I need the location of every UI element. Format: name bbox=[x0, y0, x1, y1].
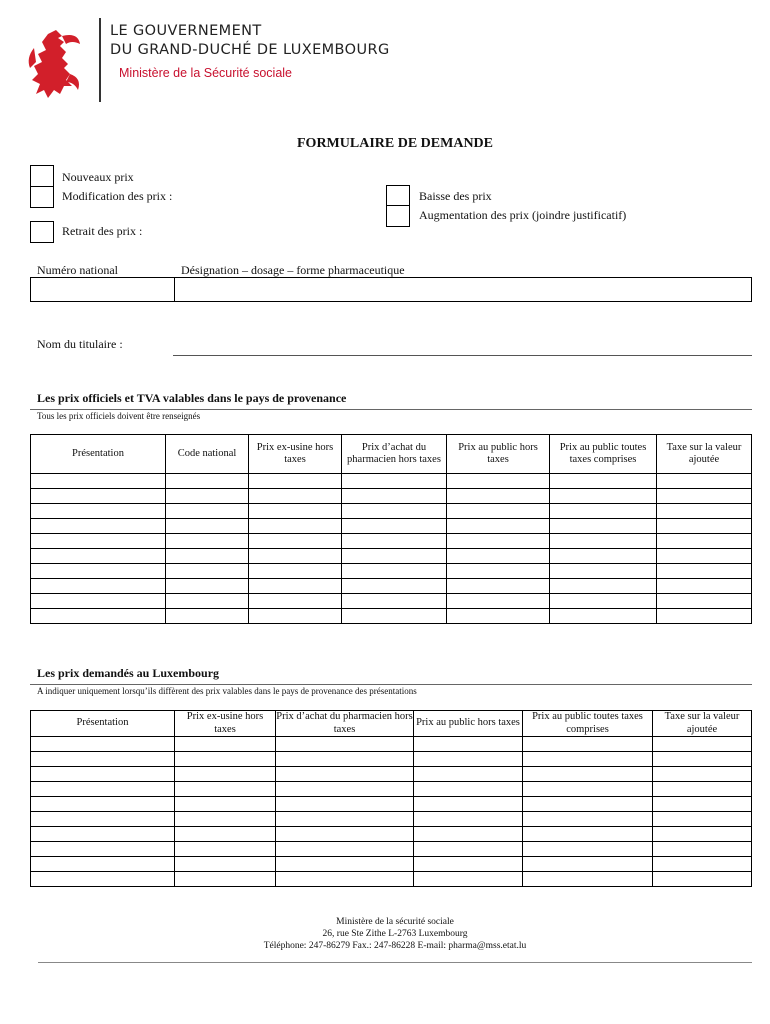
table-cell-input[interactable] bbox=[342, 504, 447, 519]
table-cell-input[interactable] bbox=[276, 857, 414, 872]
table-cell-input[interactable] bbox=[175, 842, 276, 857]
table-cell-input[interactable] bbox=[31, 519, 166, 534]
table-row bbox=[31, 549, 752, 564]
numero-national-field[interactable] bbox=[31, 278, 175, 302]
table-cell-input[interactable] bbox=[31, 767, 175, 782]
label-nouveaux-prix: Nouveaux prix bbox=[62, 170, 134, 184]
table-cell-input[interactable] bbox=[414, 857, 523, 872]
table-cell-input[interactable] bbox=[31, 564, 166, 579]
table-cell-input[interactable] bbox=[447, 504, 550, 519]
table-cell-input[interactable] bbox=[276, 767, 414, 782]
table-cell-input[interactable] bbox=[175, 752, 276, 767]
table-cell-input[interactable] bbox=[414, 782, 523, 797]
table-cell-input[interactable] bbox=[166, 474, 249, 489]
table-cell-input[interactable] bbox=[657, 474, 752, 489]
table-cell-input[interactable] bbox=[342, 489, 447, 504]
table-cell-input[interactable] bbox=[249, 489, 342, 504]
table-cell-input[interactable] bbox=[342, 609, 447, 624]
table-cell-input[interactable] bbox=[166, 489, 249, 504]
table-cell-input[interactable] bbox=[523, 872, 653, 887]
col-header: Prix au public hors taxes bbox=[447, 435, 550, 474]
table-cell-input[interactable] bbox=[523, 842, 653, 857]
table-cell-input[interactable] bbox=[523, 782, 653, 797]
table-cell-input[interactable] bbox=[31, 549, 166, 564]
table-cell-input[interactable] bbox=[447, 579, 550, 594]
table-cell-input[interactable] bbox=[166, 609, 249, 624]
table-cell-input[interactable] bbox=[657, 519, 752, 534]
col-header: Taxe sur la valeur ajoutée bbox=[657, 435, 752, 474]
table-cell-input[interactable] bbox=[657, 549, 752, 564]
footer bbox=[0, 916, 770, 952]
table-cell-input[interactable] bbox=[276, 797, 414, 812]
table-cell-input[interactable] bbox=[31, 737, 175, 752]
table-cell-input[interactable] bbox=[31, 474, 166, 489]
table-cell-input[interactable] bbox=[249, 594, 342, 609]
table-cell-input[interactable] bbox=[249, 579, 342, 594]
table-cell-input[interactable] bbox=[31, 857, 175, 872]
government-name bbox=[110, 22, 390, 60]
table-cell-input[interactable] bbox=[166, 594, 249, 609]
table-cell-input[interactable] bbox=[342, 474, 447, 489]
logo-divider bbox=[99, 18, 101, 102]
label-designation: Désignation – dosage – forme pharmaceutique bbox=[181, 263, 405, 277]
table-cell-input[interactable] bbox=[276, 737, 414, 752]
table-cell-input[interactable] bbox=[414, 872, 523, 887]
checkbox-baisse-prix[interactable] bbox=[386, 185, 410, 207]
table-cell-input[interactable] bbox=[523, 797, 653, 812]
table-cell-input[interactable] bbox=[550, 594, 657, 609]
section1-rows bbox=[31, 474, 752, 624]
checkbox-modification-prix[interactable] bbox=[30, 186, 54, 208]
table-cell-input[interactable] bbox=[653, 782, 752, 797]
checkbox-nouveaux-prix[interactable] bbox=[30, 165, 54, 187]
table-cell-input[interactable] bbox=[31, 594, 166, 609]
table-cell-input[interactable] bbox=[31, 579, 166, 594]
table-row bbox=[31, 812, 752, 827]
table-cell-input[interactable] bbox=[657, 504, 752, 519]
table-cell-input[interactable] bbox=[276, 752, 414, 767]
table-cell-input[interactable] bbox=[342, 519, 447, 534]
section2-rows bbox=[31, 737, 752, 887]
table-cell-input[interactable] bbox=[175, 812, 276, 827]
table-cell-input[interactable] bbox=[175, 827, 276, 842]
table-cell-input[interactable] bbox=[276, 812, 414, 827]
section2-note: A indiquer uniquement lorsqu’ils diffèrent des prix valables dans le pays de provenance des présentations bbox=[37, 686, 417, 696]
label-nom-titulaire: Nom du titulaire : bbox=[37, 337, 123, 351]
table-cell-input[interactable] bbox=[249, 504, 342, 519]
table-cell-input[interactable] bbox=[342, 549, 447, 564]
table-cell-input[interactable] bbox=[657, 594, 752, 609]
table-cell-input[interactable] bbox=[657, 579, 752, 594]
table-cell-input[interactable] bbox=[249, 474, 342, 489]
table-cell-input[interactable] bbox=[523, 827, 653, 842]
table-cell-input[interactable] bbox=[550, 549, 657, 564]
table-cell-input[interactable] bbox=[447, 534, 550, 549]
titulaire-field[interactable] bbox=[173, 355, 752, 356]
table-cell-input[interactable] bbox=[550, 504, 657, 519]
label-modification-prix: Modification des prix : bbox=[62, 189, 173, 203]
table-cell-input[interactable] bbox=[653, 812, 752, 827]
section1-table bbox=[30, 434, 752, 624]
table-cell-input[interactable] bbox=[31, 872, 175, 887]
table-cell-input[interactable] bbox=[342, 594, 447, 609]
section2-table bbox=[30, 710, 752, 887]
table-cell-input[interactable] bbox=[653, 767, 752, 782]
table-cell-input[interactable] bbox=[31, 534, 166, 549]
table-cell-input[interactable] bbox=[447, 489, 550, 504]
table-cell-input[interactable] bbox=[342, 579, 447, 594]
table-cell-input[interactable] bbox=[414, 752, 523, 767]
col-header: Prix au public toutes taxes comprises bbox=[523, 711, 653, 737]
table-cell-input[interactable] bbox=[447, 519, 550, 534]
table-cell-input[interactable] bbox=[166, 564, 249, 579]
table-cell-input[interactable] bbox=[342, 534, 447, 549]
table-cell-input[interactable] bbox=[447, 564, 550, 579]
table-cell-input[interactable] bbox=[249, 519, 342, 534]
table-cell-input[interactable] bbox=[550, 534, 657, 549]
label-baisse-prix: Baisse des prix bbox=[419, 189, 492, 203]
table-cell-input[interactable] bbox=[31, 827, 175, 842]
table-cell-input[interactable] bbox=[523, 767, 653, 782]
col-header: Prix au public toutes taxes comprises bbox=[550, 435, 657, 474]
table-cell-input[interactable] bbox=[166, 549, 249, 564]
table-cell-input[interactable] bbox=[550, 579, 657, 594]
table-cell-input[interactable] bbox=[342, 564, 447, 579]
designation-field[interactable] bbox=[175, 278, 752, 302]
section2-divider bbox=[30, 684, 752, 685]
table-cell-input[interactable] bbox=[414, 842, 523, 857]
table-cell-input[interactable] bbox=[447, 594, 550, 609]
table-cell-input[interactable] bbox=[550, 519, 657, 534]
gov-line-2: DU GRAND-DUCHÉ DE LUXEMBOURG bbox=[110, 42, 390, 58]
table-cell-input[interactable] bbox=[175, 767, 276, 782]
col-header: Prix d’achat du pharmacien hors taxes bbox=[342, 435, 447, 474]
table-cell-input[interactable] bbox=[653, 797, 752, 812]
table-cell-input[interactable] bbox=[175, 872, 276, 887]
col-header: Prix d’achat du pharmacien hors taxes bbox=[276, 711, 413, 735]
table-cell-input[interactable] bbox=[657, 609, 752, 624]
table-cell-input[interactable] bbox=[166, 504, 249, 519]
table-cell-input[interactable] bbox=[414, 827, 523, 842]
table-row bbox=[31, 872, 752, 887]
table-row bbox=[31, 767, 752, 782]
table-cell-input[interactable] bbox=[523, 857, 653, 872]
lion-logo bbox=[26, 28, 86, 100]
table-cell-input[interactable] bbox=[31, 752, 175, 767]
ministry-name: Ministère de la Sécurité sociale bbox=[119, 66, 292, 80]
section1-note: Tous les prix officiels doivent être renseignés bbox=[37, 411, 201, 421]
table-row bbox=[31, 609, 752, 624]
col-header: Prix au public hors taxes bbox=[414, 711, 523, 737]
table-cell-input[interactable] bbox=[31, 812, 175, 827]
checkbox-augmentation-prix[interactable] bbox=[386, 205, 410, 227]
footer-line-2: 26, rue Ste Zithe L-2763 Luxembourg bbox=[322, 929, 468, 939]
col-header: Présentation bbox=[31, 711, 175, 737]
table-cell-input[interactable] bbox=[249, 609, 342, 624]
table-cell-input[interactable] bbox=[276, 782, 414, 797]
table-cell-input[interactable] bbox=[276, 827, 414, 842]
table-cell-input[interactable] bbox=[523, 752, 653, 767]
table-row bbox=[31, 842, 752, 857]
table-cell-input[interactable] bbox=[653, 737, 752, 752]
table-row bbox=[31, 504, 752, 519]
col-header: Prix ex-usine hors taxes bbox=[175, 711, 276, 737]
form-title: FORMULAIRE DE DEMANDE bbox=[297, 136, 493, 151]
table-cell-input[interactable] bbox=[447, 474, 550, 489]
table-cell-input[interactable] bbox=[31, 504, 166, 519]
checkbox-retrait-prix[interactable] bbox=[30, 221, 54, 243]
table-cell-input[interactable] bbox=[550, 489, 657, 504]
table-cell-input[interactable] bbox=[249, 534, 342, 549]
table-cell-input[interactable] bbox=[447, 549, 550, 564]
col-header: Code national bbox=[166, 435, 249, 474]
table-cell-input[interactable] bbox=[550, 474, 657, 489]
table-cell-input[interactable] bbox=[249, 549, 342, 564]
label-augmentation-prix: Augmentation des prix (joindre justificatif) bbox=[419, 208, 627, 222]
table-cell-input[interactable] bbox=[31, 609, 166, 624]
table-row bbox=[31, 737, 752, 752]
table-row bbox=[31, 782, 752, 797]
table-row bbox=[31, 857, 752, 872]
table-cell-input[interactable] bbox=[550, 609, 657, 624]
table-row bbox=[31, 797, 752, 812]
table-cell-input[interactable] bbox=[166, 579, 249, 594]
table-row bbox=[31, 594, 752, 609]
table-cell-input[interactable] bbox=[175, 737, 276, 752]
table-cell-input[interactable] bbox=[175, 797, 276, 812]
table-cell-input[interactable] bbox=[31, 489, 166, 504]
label-retrait-prix: Retrait des prix : bbox=[62, 224, 143, 238]
table-cell-input[interactable] bbox=[175, 857, 276, 872]
table-cell-input[interactable] bbox=[523, 812, 653, 827]
table-row bbox=[31, 489, 752, 504]
table-cell-input[interactable] bbox=[166, 519, 249, 534]
table-cell-input[interactable] bbox=[657, 534, 752, 549]
col-header: Présentation bbox=[31, 435, 166, 474]
col-header: Taxe sur la valeur ajoutée bbox=[653, 711, 752, 737]
table-cell-input[interactable] bbox=[447, 609, 550, 624]
table-cell-input[interactable] bbox=[414, 767, 523, 782]
table-cell-input[interactable] bbox=[249, 564, 342, 579]
section1-divider bbox=[30, 409, 752, 410]
table-row bbox=[31, 519, 752, 534]
table-cell-input[interactable] bbox=[175, 782, 276, 797]
table-row bbox=[31, 534, 752, 549]
table-cell-input[interactable] bbox=[31, 782, 175, 797]
footer-divider bbox=[38, 962, 752, 963]
footer-line-3: Téléphone: 247-86279 Fax.: 247-86228 E-mail: pharma@mss.etat.lu bbox=[263, 941, 527, 951]
table-cell-input[interactable] bbox=[653, 857, 752, 872]
table-cell-input[interactable] bbox=[414, 797, 523, 812]
label-numero-national: Numéro national bbox=[37, 263, 118, 277]
table-cell-input[interactable] bbox=[653, 842, 752, 857]
table-cell-input[interactable] bbox=[31, 797, 175, 812]
table-cell-input[interactable] bbox=[653, 872, 752, 887]
table-cell-input[interactable] bbox=[653, 752, 752, 767]
table-row bbox=[31, 474, 752, 489]
col-header: Prix ex-usine hors taxes bbox=[249, 435, 342, 474]
table-cell-input[interactable] bbox=[523, 737, 653, 752]
product-id-table bbox=[30, 277, 752, 302]
table-row bbox=[31, 827, 752, 842]
footer-line-1: Ministère de la sécurité sociale bbox=[336, 917, 454, 927]
table-cell-input[interactable] bbox=[550, 564, 657, 579]
section1-title: Les prix officiels et TVA valables dans le pays de provenance bbox=[37, 391, 347, 405]
section2-title: Les prix demandés au Luxembourg bbox=[37, 666, 220, 680]
table-row bbox=[31, 752, 752, 767]
table-cell-input[interactable] bbox=[31, 842, 175, 857]
table-cell-input[interactable] bbox=[276, 872, 414, 887]
gov-line-1: LE GOUVERNEMENT bbox=[110, 23, 262, 39]
table-cell-input[interactable] bbox=[166, 534, 249, 549]
table-row bbox=[31, 579, 752, 594]
table-cell-input[interactable] bbox=[276, 842, 414, 857]
table-cell-input[interactable] bbox=[653, 827, 752, 842]
table-cell-input[interactable] bbox=[657, 489, 752, 504]
table-cell-input[interactable] bbox=[414, 737, 523, 752]
table-cell-input[interactable] bbox=[414, 812, 523, 827]
table-cell-input[interactable] bbox=[657, 564, 752, 579]
table-row bbox=[31, 564, 752, 579]
